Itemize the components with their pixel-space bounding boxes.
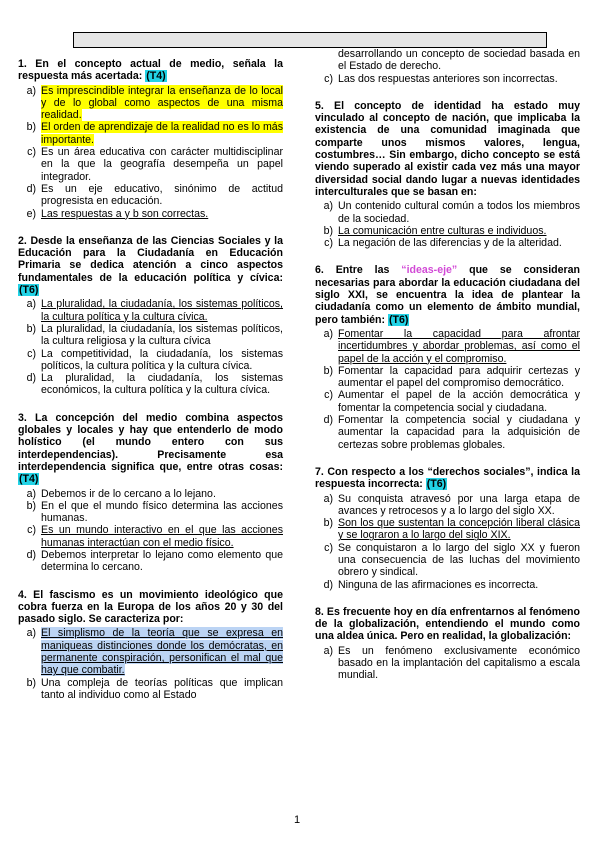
option-text (338, 225, 580, 237)
question-text (315, 264, 580, 325)
option-text-content: Es un área educativa con carácter multidisciplinar en la que la geografía desempeña un papel integrador. (41, 146, 283, 183)
option-text (338, 414, 580, 451)
topic-tag: (T4) (146, 70, 166, 83)
answer-option (18, 208, 283, 220)
option-text (338, 542, 580, 579)
answer-option (18, 121, 283, 146)
option-text-content: La pluralidad, la ciudadanía, los sistemas políticos, la cultura política y la cultura cívica. (41, 298, 283, 323)
option-text (41, 500, 283, 525)
option-letter: a) (323, 492, 333, 505)
answer-option (315, 48, 580, 73)
ideas-eje-highlight: “ideas-eje” (401, 264, 458, 277)
option-letter: b) (26, 676, 36, 689)
question-text (315, 606, 580, 643)
answer-option (315, 328, 580, 365)
question-text (18, 235, 283, 296)
option-text (338, 517, 580, 542)
question-4-continuation (315, 48, 580, 85)
option-letter: c) (27, 524, 36, 537)
option-letter: a) (26, 298, 36, 311)
question (315, 606, 580, 682)
option-text-content: Las respuestas a y b son correctas. (41, 207, 209, 220)
question-stem: 3. La concepción del medio combina aspectos globales y locales y hay que entenderlo de modo holístico (el mundo entero con sus interdependencias). Precisamente esa interdependencia significa que, entre otras cosas: (18, 411, 283, 473)
option-text-content: Debemos ir de lo cercano a lo lejano. (41, 487, 216, 500)
option-letter: d) (323, 414, 333, 427)
option-letter: d) (26, 372, 36, 385)
answer-option (315, 365, 580, 390)
option-letter: a) (26, 84, 36, 97)
option-text-content: Una compleja de teorías políticas que implican tanto al individuo como al Estado (41, 676, 283, 701)
option-text-content: Fomentar la capacidad para afrontar incertidumbres y abordar problemas, así como el papel de la acción y el compromiso. (338, 327, 580, 365)
left-column (18, 58, 283, 716)
answer-option (315, 579, 580, 591)
topic-tag: (T4) (19, 473, 39, 486)
option-text-content: Fomentar la competencia social y ciudadana y aumentar la capacidad para la adquisición de certezas sobre problemas globales. (338, 414, 580, 451)
option-text (41, 488, 283, 500)
question-text (315, 466, 580, 491)
option-text-content: La competitividad, la ciudadanía, los sistemas políticos, la cultura política y la cultura cívica. (41, 347, 283, 372)
question (315, 264, 580, 450)
question (18, 58, 283, 220)
option-text-content: La negación de las diferencias y de la alteridad. (338, 237, 562, 250)
option-letter: c) (324, 72, 333, 85)
answer-option (315, 225, 580, 237)
question-stem: 2. Desde la enseñanza de las Ciencias Sociales y la Educación para la Ciudadanía en Educación Primaria se dedica atención a cinco aspectos fundamentales de la educación política y cívica: (18, 234, 283, 284)
question-stem: 5. El concepto de identidad ha estado muy vinculado al concepto de nación, que implicaba la existencia de una comunidad imaginada que comparte unos mismos valores, lengua, costumbres… Sin embargo, dicho concepto se está viendo superado al existir cada vez más una mayor diversidad social dando lugar a nuevas identidades interculturales que se basan en: (315, 99, 580, 198)
option-letter: b) (26, 322, 36, 335)
option-text-content: Es un eje educativo, sinónimo de actitud progresista en educación. (41, 182, 283, 208)
option-text-content: El simplismo de la teoría que se expresa en maniqueas distinciones donde los demócratas, en permanente conspiración, personifican el mal que hay que combatir. (41, 627, 283, 677)
answer-option (18, 524, 283, 549)
option-text (338, 579, 580, 591)
option-text (41, 208, 283, 220)
answer-option (18, 183, 283, 208)
question-stem: 8. Es frecuente hoy en día enfrentarnos al fenómeno de la globalización, entendiendo el mundo como una aldea única. Pero en realidad, la globalización: (315, 605, 580, 643)
option-text (41, 677, 283, 702)
answer-option (315, 200, 580, 225)
answer-option (315, 542, 580, 579)
option-text (41, 323, 283, 348)
option-letter: b) (323, 517, 333, 530)
answer-option (18, 298, 283, 323)
option-letter: a) (323, 327, 333, 340)
question-text (315, 100, 580, 198)
option-text (338, 48, 580, 73)
answer-option (18, 146, 283, 183)
option-text-content: En el que el mundo físico determina las acciones humanas. (41, 499, 283, 525)
question-stem: 6. Entre las (315, 264, 402, 277)
option-letter: c) (324, 389, 333, 402)
option-letter: d) (323, 578, 333, 591)
option-text (41, 146, 283, 183)
answer-option (315, 237, 580, 249)
option-letter: c) (324, 541, 333, 554)
option-text-content: El orden de aprendizaje de la realidad no es lo más importante. (41, 121, 283, 146)
option-text (41, 183, 283, 208)
answer-option (315, 414, 580, 451)
option-text-content: Ninguna de las afirmaciones es incorrecta. (338, 578, 539, 591)
option-text-content: Un contenido cultural común a todos los miembros de la sociedad. (338, 200, 580, 225)
option-text-content: Es un mundo interactivo en el que las acciones humanas interactúan con el medio físico. (41, 524, 283, 549)
answer-option (315, 645, 580, 682)
option-text-content: La comunicación entre culturas e individuos. (338, 224, 547, 237)
answer-option (18, 372, 283, 397)
answer-option (18, 323, 283, 348)
question (18, 589, 283, 702)
question-text (18, 589, 283, 626)
answer-option (18, 500, 283, 525)
option-text-content: Se conquistaron a lo largo del siglo XX y fueron una consecuencia de las luchas del movimiento obrero y sindical. (338, 541, 580, 579)
option-text (41, 524, 283, 549)
question-text (18, 58, 283, 83)
option-text-content: Las dos respuestas anteriores son incorrectas. (338, 72, 558, 85)
page-number: 1 (294, 814, 301, 826)
question (315, 466, 580, 591)
question-stem-continued: que se consideran necesarias para abordar la educación ciudadana del siglo XXI, se encuentra la idea de plantear la ciudadanía como un elemento de ámbito mundial, pero también: (315, 264, 580, 326)
option-text (338, 389, 580, 414)
option-text (41, 348, 283, 373)
option-text-content: Son los que sustentan la concepción liberal clásica y se lograron a lo largo del siglo XIX. (338, 517, 580, 542)
option-letter: d) (26, 548, 36, 561)
topic-tag: (T6) (389, 313, 409, 326)
option-text (338, 237, 580, 249)
question-stem: 1. En el concepto actual de medio, señala la respuesta más acertada: (18, 58, 283, 83)
option-letter: a) (323, 200, 333, 213)
answer-option (315, 389, 580, 414)
option-letter: e) (26, 207, 36, 220)
option-letter: a) (26, 627, 36, 640)
question (315, 100, 580, 250)
topic-tag: (T6) (19, 284, 39, 297)
option-letter: c) (27, 347, 36, 360)
answer-option (315, 517, 580, 542)
option-letter: d) (26, 182, 36, 195)
option-letter: b) (323, 364, 333, 377)
option-text-content: Aumentar el papel de la acción democrática y fomentar la competencia social y ciudadana. (338, 389, 580, 414)
option-text (41, 121, 283, 146)
option-text (41, 298, 283, 323)
option-letter: c) (27, 146, 36, 159)
option-text (338, 493, 580, 518)
option-text-content: Debemos interpretar lo lejano como elemento que determina lo cercano. (41, 548, 283, 574)
option-letter: c) (324, 237, 333, 250)
option-text (41, 627, 283, 676)
header-box (73, 32, 547, 48)
answer-option (18, 85, 283, 122)
option-letter: b) (323, 224, 333, 237)
question (18, 412, 283, 574)
option-text-content: La pluralidad, la ciudadanía, los sistemas políticos, la cultura religiosa y la cultura cívica (41, 322, 283, 348)
answer-option (18, 488, 283, 500)
option-text-content: Su conquista atravesó por una larga etapa de avances y retrocesos y a lo largo del siglo XX. (338, 492, 580, 517)
answer-option (315, 493, 580, 518)
option-text-content: Es imprescindible integrar la enseñanza de lo local y de lo global como aspectos de una misma realidad. (41, 84, 283, 122)
answer-option (18, 348, 283, 373)
answer-option (18, 549, 283, 574)
option-text (338, 328, 580, 365)
option-text (338, 365, 580, 390)
question-text (18, 412, 283, 486)
option-letter: b) (26, 499, 36, 512)
question-stem: 4. El fascismo es un movimiento ideológico que cobra fuerza en la Europa de los años 20 y 30 del pasado siglo. Se caracteriza por: (18, 588, 283, 626)
option-letter: a) (323, 644, 333, 657)
option-letter: b) (26, 121, 36, 134)
answer-option (18, 627, 283, 676)
topic-tag: (T6) (426, 478, 447, 491)
option-text (338, 200, 580, 225)
option-letter: a) (26, 487, 36, 500)
question-stem: 7. Con respecto a los “derechos sociales”, indica la respuesta incorrecta: (315, 465, 580, 491)
option-text (41, 372, 283, 397)
option-text (41, 85, 283, 122)
option-text-content: Es un fenómeno exclusivamente económico basado en la implantación del capitalismo a escala mundial. (338, 644, 580, 682)
option-text (338, 73, 580, 85)
option-text-content: desarrollando un concepto de sociedad basada en el Estado de derecho. (338, 48, 580, 73)
answer-option (18, 677, 283, 702)
option-text-content: La pluralidad, la ciudadanía, los sistemas económicos, la cultura política y la cultura cívica. (41, 372, 283, 397)
right-column (315, 48, 580, 697)
answer-option (315, 73, 580, 85)
option-text (41, 549, 283, 574)
question (18, 235, 283, 397)
option-text-content: Fomentar la capacidad para adquirir certezas y aumentar el papel del compromiso democrático. (338, 364, 580, 390)
option-letter (315, 48, 338, 73)
option-text (338, 645, 580, 682)
